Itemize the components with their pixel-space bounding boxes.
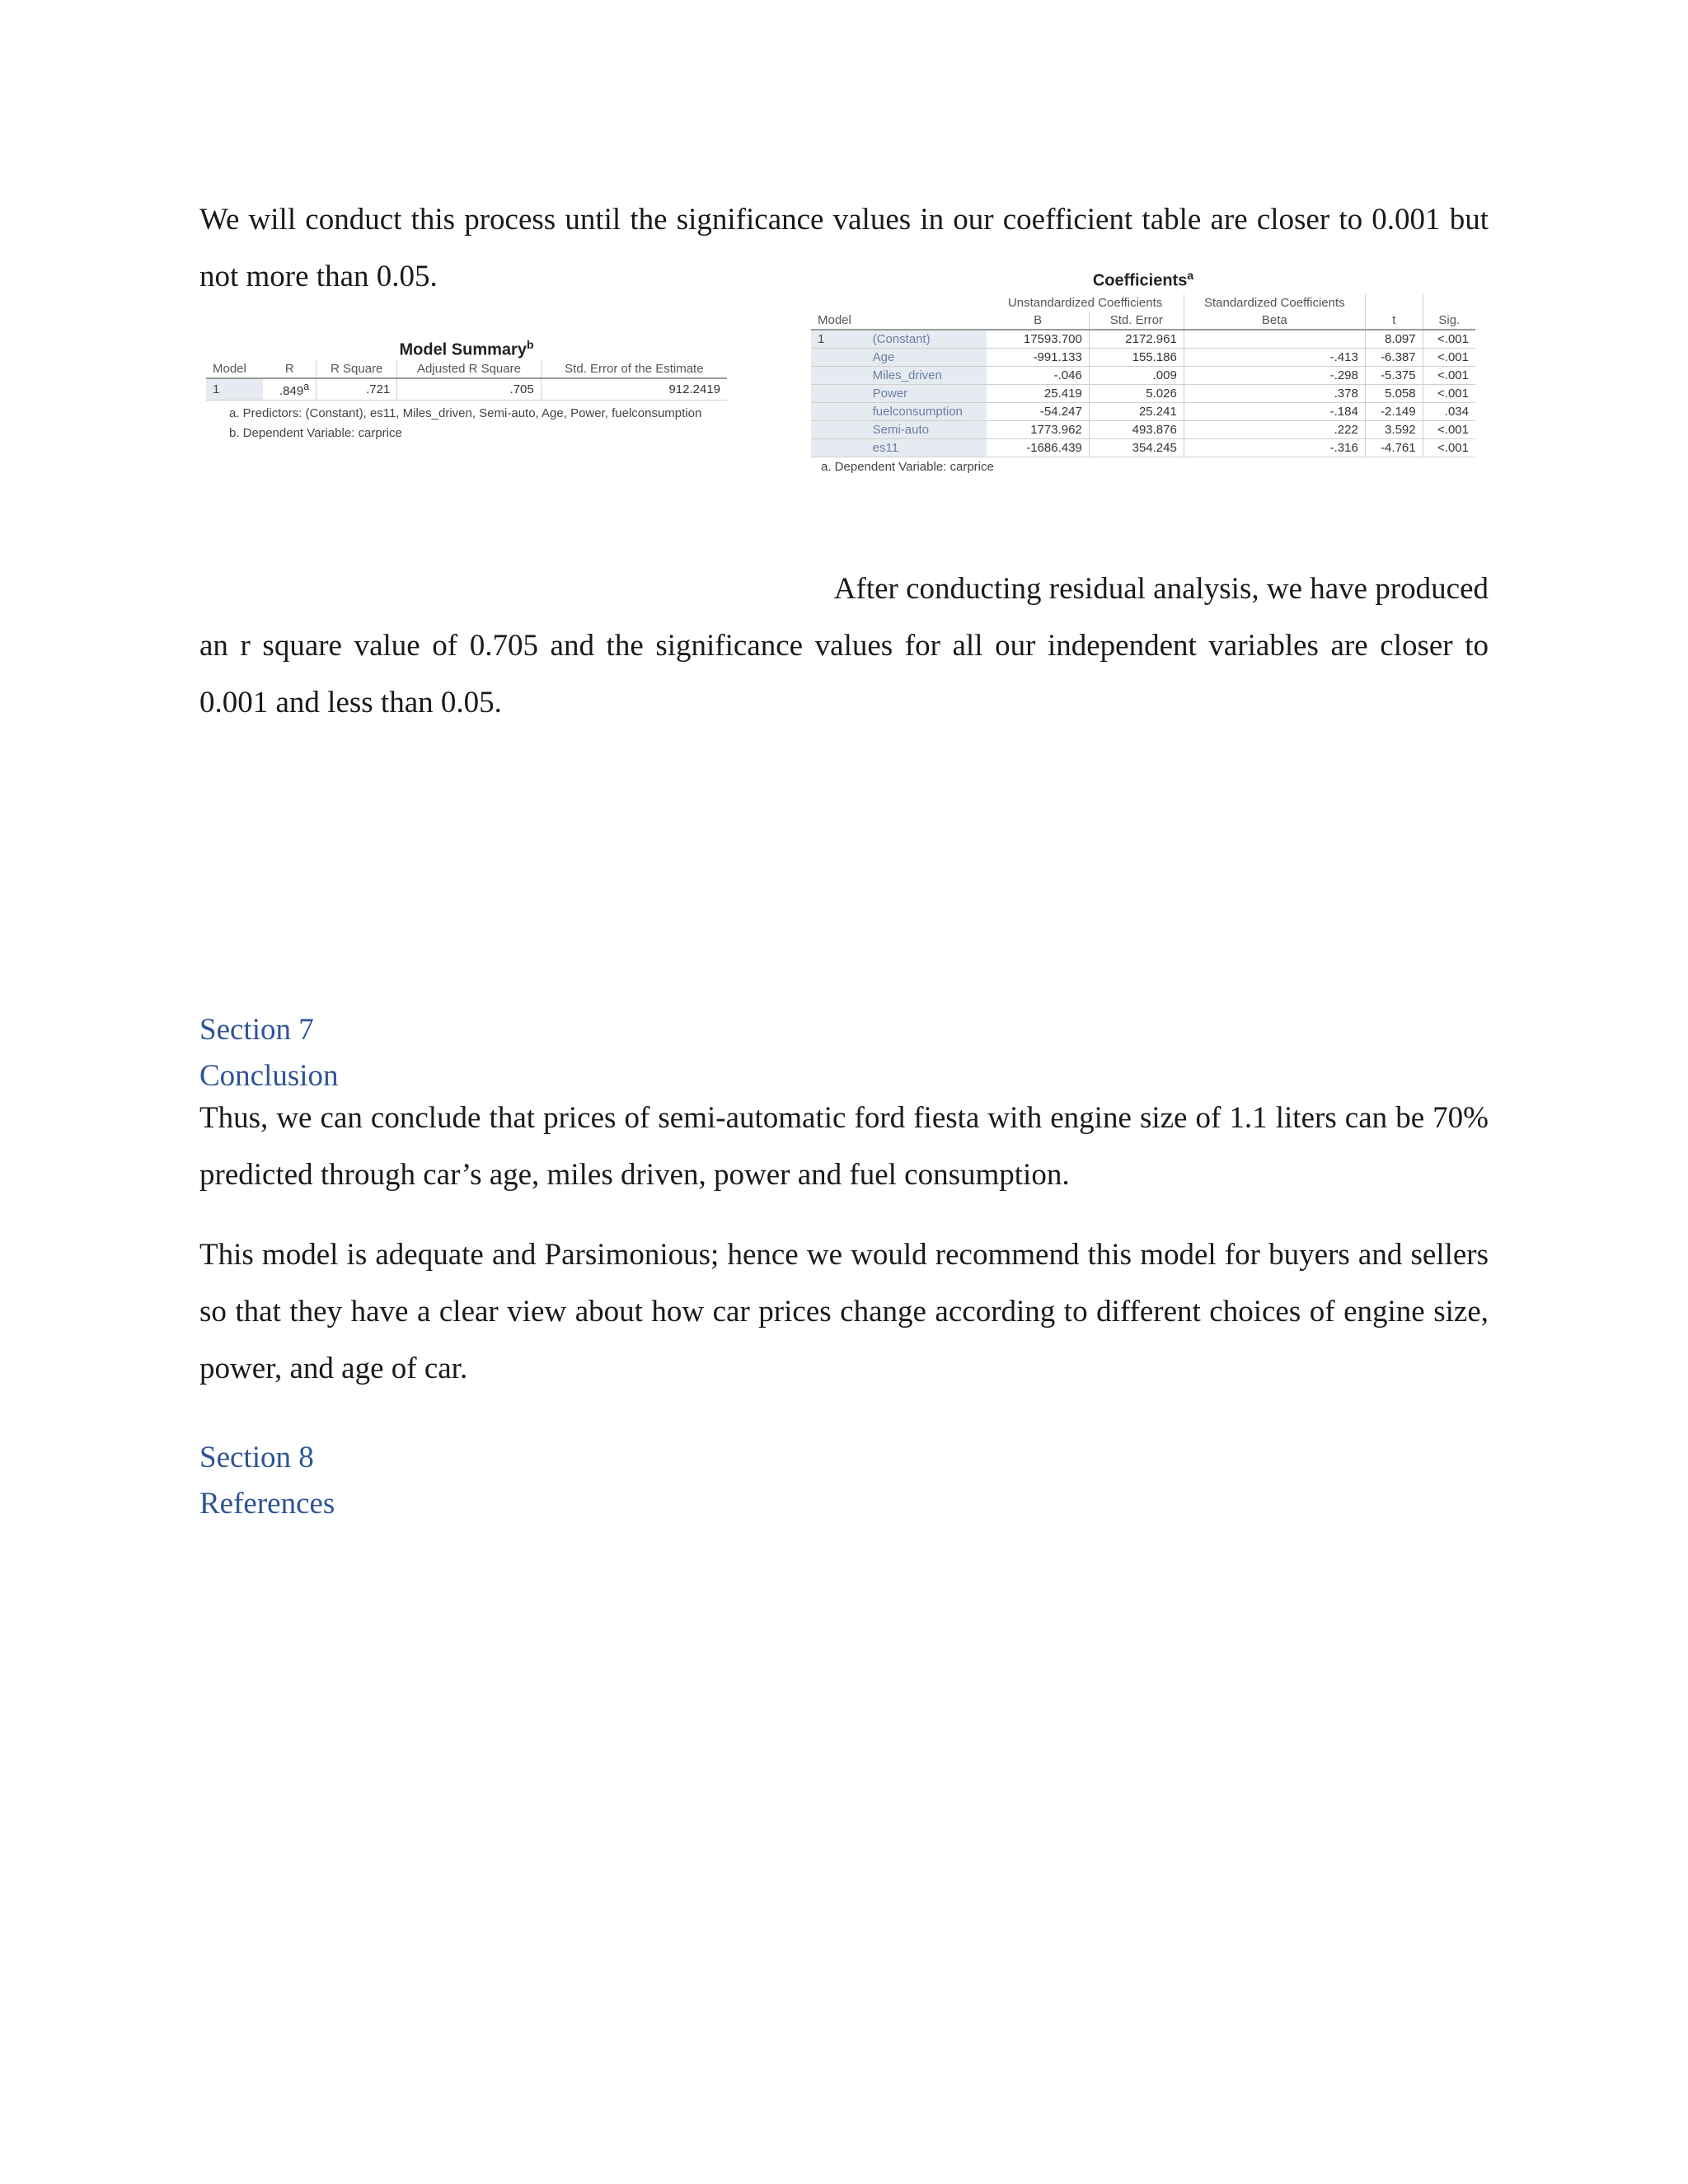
header-std-error: Std. Error of the Estimate [541,360,727,378]
header-std-error: Std. Error [1089,312,1184,330]
cell-variable: es11 [866,438,987,457]
header-r: R [263,360,316,378]
cell-sig: <.001 [1423,438,1475,457]
cell-sig: <.001 [1423,366,1475,384]
cell-t: 3.592 [1365,420,1423,438]
header-r-square: R Square [316,360,397,378]
cell-std-error: 912.2419 [541,378,727,401]
coefficients-group-header-row [811,294,1475,312]
table-row [811,330,1475,349]
cell-model [811,348,866,366]
cell-t: -4.761 [1365,438,1423,457]
paragraph-process: We will conduct this process until the significance values in our coefficient table are closer to 0.001 but not more than 0.05. [199,203,1489,293]
cell-beta: -.184 [1184,402,1365,420]
cell-beta: -.316 [1184,438,1365,457]
table-row [811,438,1475,457]
cell-model [811,384,866,402]
cell-model: 1 [811,330,866,349]
header-model: Model [206,360,263,378]
cell-t: 5.058 [1365,384,1423,402]
paragraph-conclusion: Thus, we can conclude that prices of semi-automatic ford fiesta with engine size of 1.1 liters can be 70% predicted through car’s age, miles driven, power and fuel consumption. [199,1101,1489,1192]
cell-beta: .222 [1184,420,1365,438]
header-unstandardized: Unstandardized Coefficients [1007,295,1163,310]
model-summary-footnote-a: a. Predictors: (Constant), es11, Miles_driven, Semi-auto, Age, Power, fuelconsumption [229,405,702,420]
cell-variable: fuelconsumption [866,402,987,420]
header-beta: Beta [1184,312,1365,330]
cell-sig: <.001 [1423,384,1475,402]
cell-beta: -.298 [1184,366,1365,384]
cell-sig: <.001 [1423,348,1475,366]
cell-model [811,420,866,438]
coefficients-header-row [811,312,1475,330]
model-summary-title: Model Summary$^b$ [399,338,534,359]
cell-variable: Miles_driven [866,366,987,384]
paragraph-residual-rest: an r square value of 0.705 and the significance values for all our independent variables are closer to 0.001 and less than 0.05. [199,629,1489,719]
coefficients-title: Coefficients$^a$ [1092,269,1194,290]
table-row [811,366,1475,384]
table-row [811,348,1475,366]
cell-b: 17593.700 [987,330,1089,349]
cell-t: -6.387 [1365,348,1423,366]
header-b: B [987,312,1089,330]
header-t: t [1365,312,1423,330]
table-row [811,384,1475,402]
cell-t: -2.149 [1365,402,1423,420]
cell-r: .849$^a$ [263,378,316,401]
cell-variable: Power [866,384,987,402]
cell-b: 1773.962 [987,420,1089,438]
cell-beta [1184,330,1365,349]
cell-model [811,438,866,457]
cell-sig: <.001 [1423,330,1475,349]
header-sig: Sig. [1423,312,1475,330]
cell-variable: Age [866,348,987,366]
table-row [811,420,1475,438]
section-7-number: Section 7 [199,1013,314,1047]
coefficients-footnote: a. Dependent Variable: carprice [821,459,994,474]
cell-model [811,366,866,384]
cell-r-square: .721 [316,378,397,401]
cell-b: -54.247 [987,402,1089,420]
table-row [206,378,727,401]
paragraph-residual-line1: After conducting residual analysis, we have produced [833,572,1489,606]
header-model: Model [811,312,866,330]
cell-t: 8.097 [1365,330,1423,349]
cell-b: -.046 [987,366,1089,384]
cell-beta: .378 [1184,384,1365,402]
cell-sig: .034 [1423,402,1475,420]
cell-variable: Semi-auto [866,420,987,438]
cell-std-error: 25.241 [1089,402,1184,420]
table-row [811,402,1475,420]
coefficients-table [811,269,1475,476]
cell-std-error: 5.026 [1089,384,1184,402]
cell-b: -991.133 [987,348,1089,366]
cell-sig: <.001 [1423,420,1475,438]
section-8-title: References [199,1487,335,1521]
cell-b: -1686.439 [987,438,1089,457]
paragraph-recommendation: This model is adequate and Parsimonious; hence we would recommend this model for buyers and sellers so that they have a clear view about how car prices change according to different choices of engine size, power, and age of car. [199,1238,1489,1385]
cell-t: -5.375 [1365,366,1423,384]
cell-model: 1 [206,378,263,401]
cell-std-error: 354.245 [1089,438,1184,457]
model-summary-header-row [206,360,727,378]
cell-std-error: .009 [1089,366,1184,384]
cell-std-error: 493.876 [1089,420,1184,438]
header-adj-r-square: Adjusted R Square [397,360,541,378]
cell-model [811,402,866,420]
model-summary-table [206,338,727,442]
cell-adj-r-square: .705 [397,378,541,401]
cell-std-error: 155.186 [1089,348,1184,366]
cell-std-error: 2172.961 [1089,330,1184,349]
cell-variable: (Constant) [866,330,987,349]
section-7-title: Conclusion [199,1059,339,1093]
header-standardized: Standardized Coefficients [1184,294,1365,312]
cell-b: 25.419 [987,384,1089,402]
model-summary-footnote-b: b. Dependent Variable: carprice [229,425,402,440]
cell-beta: -.413 [1184,348,1365,366]
section-8-number: Section 8 [199,1441,314,1474]
